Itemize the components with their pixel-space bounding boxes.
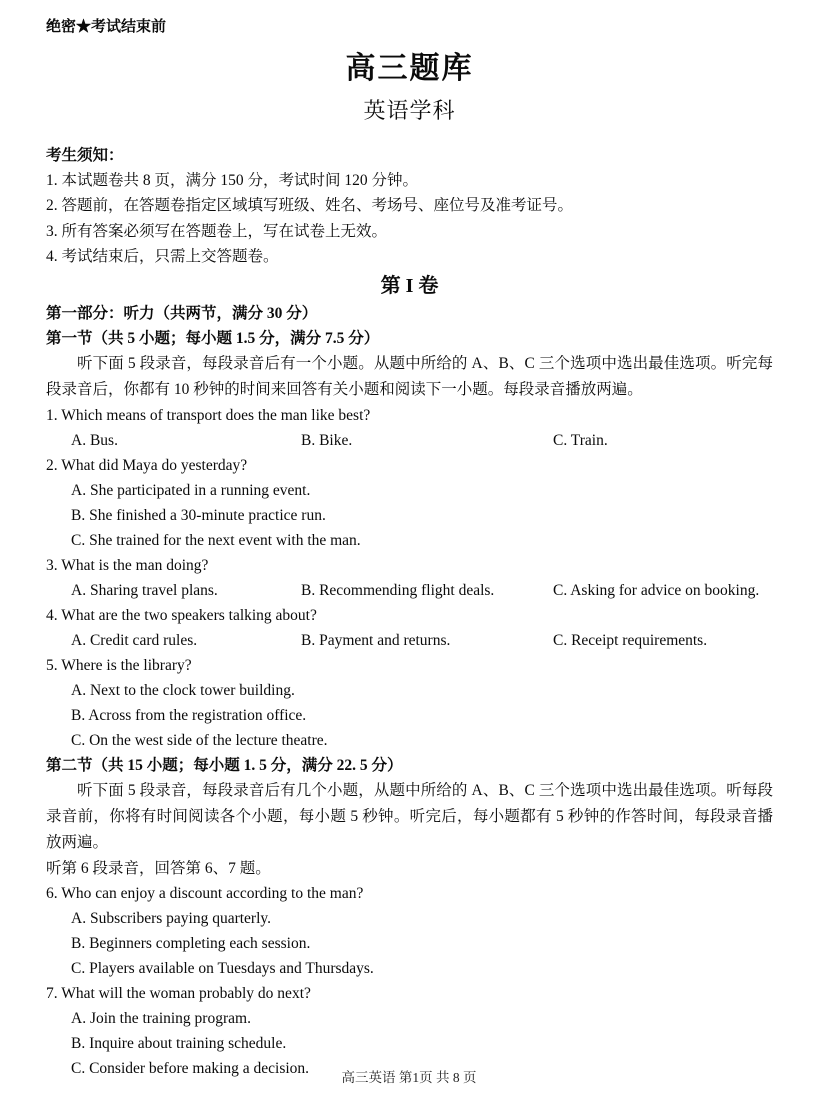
section1-heading: 第一节（共 5 小题；每小题 1.5 分，满分 7.5 分） [46,329,380,347]
notice-item-3: 3. 所有答案必须写在答题卷上，写在试卷上无效。 [46,222,388,240]
question-3 [46,553,773,603]
option-c: C. Train. [553,431,608,449]
question-1-text: 1. Which means of transport does the man like best? [46,406,371,424]
notice-heading: 考生须知： [46,147,124,164]
notice-item-1: 1. 本试题卷共 8 页，满分 150 分，考试时间 120 分钟。 [46,172,419,189]
question-6-text: 6. Who can enjoy a discount according to the man? [46,884,364,902]
notice-item-4: 4. 考试结束后，只需上交答题卷。 [46,248,279,266]
option-a: A. Credit card rules. [71,631,198,649]
option-a: A. Subscribers paying quarterly. [71,909,272,927]
section1-instructions: 听下面 5 段录音，每段录音后有一个小题。从题中所给的 A、B、C 三个选项中选出最佳选项。听完每段录音后，你都有 10 秒钟的时间来回答有关小题和阅读下一小题。每段录音播放两遍。 [46,354,773,398]
page-footer: 高三英语 第1页 共 8 页 [341,1070,477,1085]
question-2 [46,453,773,553]
question-2-options [46,478,773,553]
option-b: B. Beginners completing each session. [71,934,311,952]
question-3-text: 3. What is the man doing? [46,556,209,574]
section2-instructions: 听下面 5 段录音，每段录音后有几个小题，从题中所给的 A、B、C 三个选项中选出最佳选项。听每段录音前，你将有时间阅读各个小题，每小题 5 秒钟。听完后，每小题都有 5 秒钟的作答时间，每段录音播放两遍。 [46,781,773,851]
question-4 [46,603,773,653]
question-4-text: 4. What are the two speakers talking about? [46,606,317,624]
option-b: B. Payment and returns. [301,631,451,649]
part1-heading: 第一部分：听力（共两节，满分 30 分） [46,304,318,322]
option-a: A. Next to the clock tower building. [71,681,295,699]
paper-title: 高三题库 [345,52,474,85]
paper-subtitle: 英语学科 [363,98,456,123]
question-5-text: 5. Where is the library? [46,656,192,674]
examinee-notice [46,143,773,270]
volume-title: 第 I 卷 [380,274,439,297]
question-1-options [46,428,773,453]
option-c: C. Receipt requirements. [553,631,708,649]
option-a: A. Sharing travel plans. [71,581,218,599]
option-b: B. She finished a 30-minute practice run. [71,506,326,524]
option-c: C. She trained for the next event with the man. [71,531,361,549]
option-c: C. Consider before making a decision. [71,1059,310,1077]
question-6-options [46,906,773,981]
secrecy-label: 绝密★考试结束前 [46,19,167,35]
option-a: A. Bus. [71,431,118,449]
option-b: B. Inquire about training schedule. [71,1034,287,1052]
question-5-options [46,678,773,753]
option-a: A. She participated in a running event. [71,481,311,499]
question-2-text: 2. What did Maya do yesterday? [46,456,248,474]
notice-item-2: 2. 答题前，在答题卷指定区域填写班级、姓名、考场号、座位号及准考证号。 [46,197,574,215]
audio6-prompt: 听第 6 段录音，回答第 6、7 题。 [46,859,271,877]
option-c: C. Players available on Tuesdays and Thursdays. [71,959,374,977]
section2-heading: 第二节（共 15 小题；每小题 1. 5 分，满分 22. 5 分） [46,756,403,774]
question-1 [46,403,773,453]
question-7-text: 7. What will the woman probably do next? [46,984,311,1002]
option-c: C. Asking for advice on booking. [553,581,760,599]
option-a: A. Join the training program. [71,1009,251,1027]
option-b: B. Recommending flight deals. [301,581,495,599]
option-c: C. On the west side of the lecture theatre. [71,731,328,749]
question-6 [46,881,773,981]
option-b: B. Bike. [301,431,353,449]
question-5 [46,653,773,753]
question-4-options [46,628,773,653]
question-7 [46,981,773,1081]
question-3-options [46,578,773,603]
option-b: B. Across from the registration office. [71,706,307,724]
